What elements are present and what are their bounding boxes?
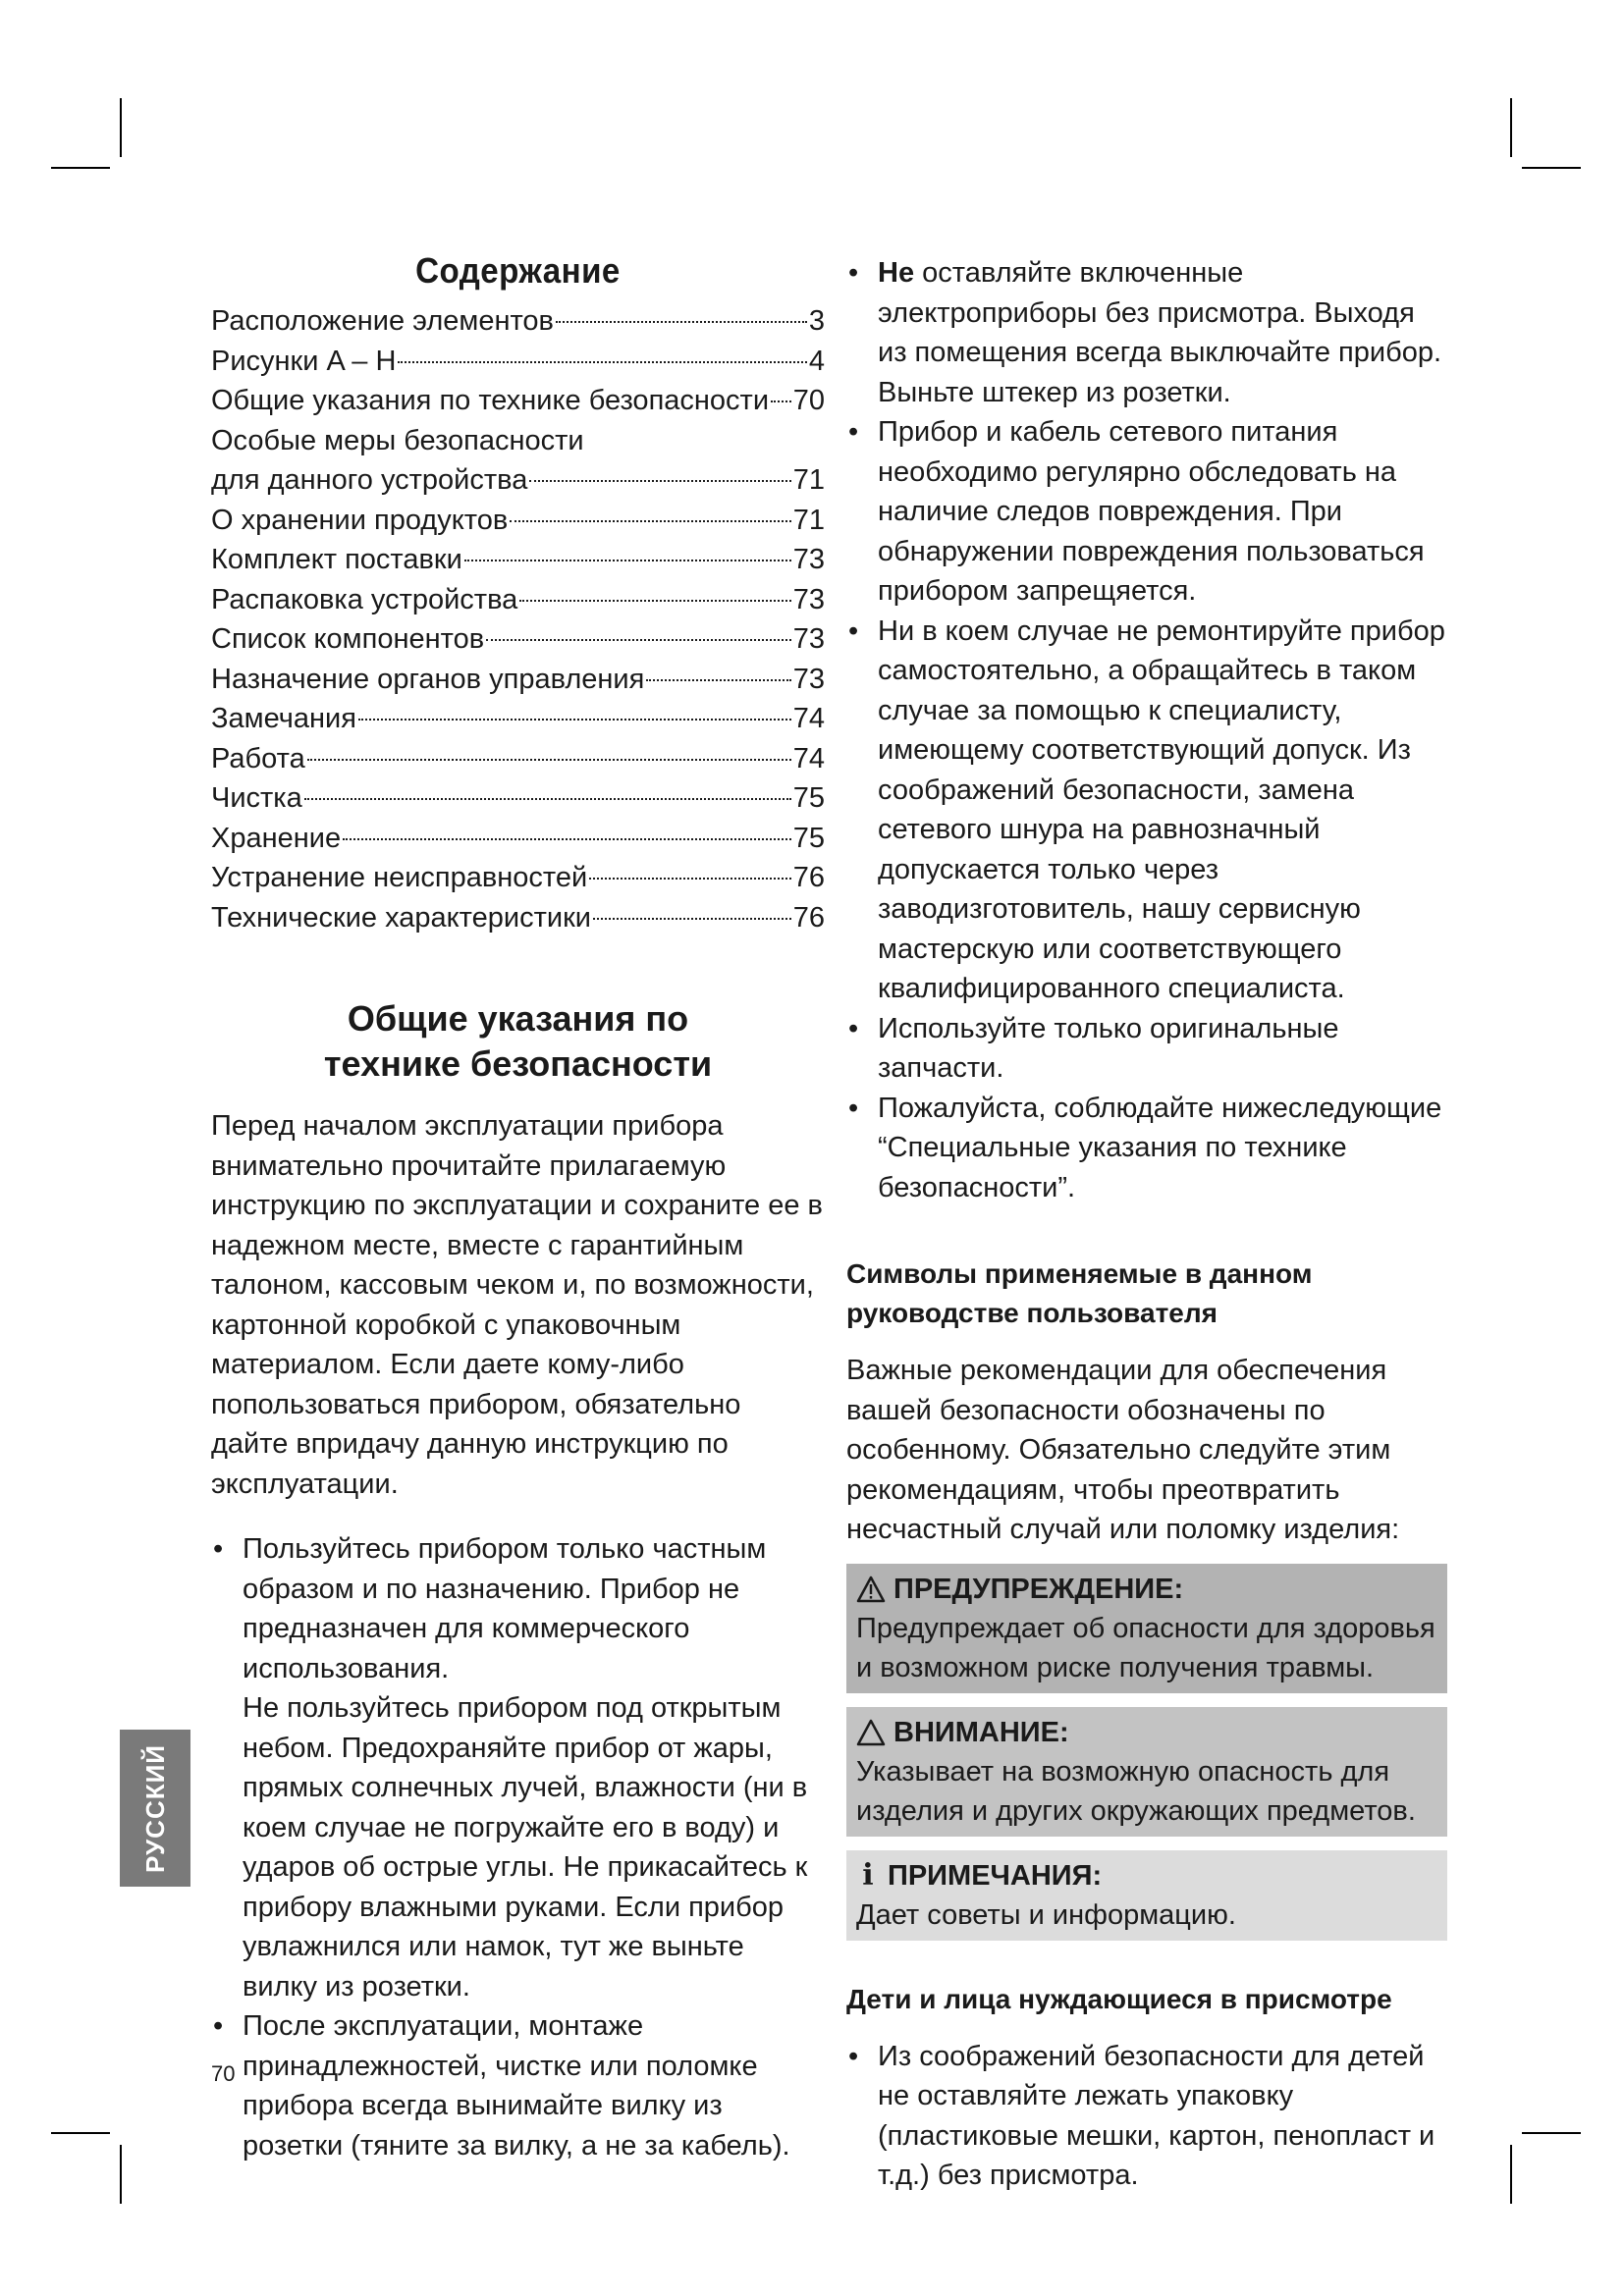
toc-entry-page: 71 xyxy=(792,464,825,496)
bullet-special-instructions: • Пожалуйста, соблюдайте нижеследующие “Специальные указания по технике безопасности”. xyxy=(846,1089,1447,1208)
toc-entry xyxy=(211,381,825,421)
bullet-private-use-a: • Пользуйтесь прибором только частным образом и по назначению. Прибор не предназначен для коммерческого использования. xyxy=(243,1533,767,1684)
toc-row xyxy=(211,580,825,620)
toc-entry xyxy=(211,898,825,938)
toc-entry xyxy=(211,501,825,541)
toc-entry-page: 74 xyxy=(792,703,825,734)
toc-entry-page: 75 xyxy=(792,782,825,814)
toc-row xyxy=(211,381,825,421)
crop-mark-tl-v xyxy=(120,98,122,157)
safety-title-line1: Общие указания по xyxy=(347,998,689,1039)
toc-leader-dots xyxy=(464,560,791,561)
caution-triangle-icon xyxy=(856,1719,886,1746)
warning-title: ПРЕДУПРЕЖДЕНИЕ: xyxy=(893,1573,1184,1605)
toc-row xyxy=(211,739,825,779)
toc-entry-text: Устранение неисправностей xyxy=(211,862,588,893)
toc-entry-page: 76 xyxy=(792,862,825,893)
toc-leader-dots xyxy=(519,600,790,602)
toc-row xyxy=(211,421,825,461)
toc-entry-text: Особые меры безопасности xyxy=(211,424,584,456)
crop-mark-bl-h xyxy=(51,2132,110,2134)
warning-head xyxy=(856,1570,1443,1609)
children-bullets xyxy=(846,2037,1447,2196)
crop-mark-tr-v xyxy=(1510,98,1512,157)
toc-entry-page: 73 xyxy=(792,583,825,615)
symbols-intro: Важные рекомендации для обеспечения вашей безопасности обозначены по особенному. Обязательно следуйте этим рекомендациям, чтобы преотвратить несчастный случай или поломку изделия: xyxy=(846,1355,1400,1545)
note-text: Дает советы и информацию. xyxy=(856,1898,1236,1931)
toc-leader-dots xyxy=(646,679,790,681)
toc-entry xyxy=(211,858,825,898)
toc-entry-text: Распаковка устройства xyxy=(211,583,518,615)
note-box xyxy=(846,1850,1447,1941)
toc-entry-page: 73 xyxy=(792,544,825,575)
toc-entry-page: 73 xyxy=(792,663,825,695)
toc-leader-dots xyxy=(343,838,791,840)
toc-entry xyxy=(211,619,825,660)
note-head xyxy=(856,1856,1443,1896)
toc-row xyxy=(211,460,825,501)
bullet-unplug: • После эксплуатации, монтаже принадлежностей, чистке или поломке прибора всегда вынимайте вилку из розетки (тяните за вилку, а не за кабель). xyxy=(211,2006,825,2165)
toc-leader-dots xyxy=(358,719,791,721)
toc-entry-text: Рисунки A – H xyxy=(211,345,397,377)
toc-entry-text: Работа xyxy=(211,742,305,774)
caution-title: ВНИМАНИЕ: xyxy=(893,1716,1069,1748)
toc-entry xyxy=(211,421,825,461)
toc-entry-text: Список компонентов xyxy=(211,623,485,655)
note-title: ПРИМЕЧАНИЯ: xyxy=(888,1859,1103,1892)
right-column xyxy=(846,253,1447,2196)
page-number: 70 xyxy=(211,2061,236,2086)
toc-entry-page: 74 xyxy=(792,742,825,774)
toc-row xyxy=(211,778,825,819)
toc-leader-dots xyxy=(589,878,791,880)
bullet-private-use-b: Не пользуйтесь прибором под открытым небом. Предохраняйте прибор от жары, прямых солнечных лучей, влажности (ни в коем случае не погружайте его в воду) и ударов об острые углы. Не прикасайтесь к прибору влажными руками. Если прибор увлажнился или намок, тут же выньте вилку из розетки. xyxy=(243,1692,808,2002)
toc-entry xyxy=(211,580,825,620)
toc-entry-page: 73 xyxy=(792,623,825,655)
crop-mark-br-v xyxy=(1510,2145,1512,2204)
bullet-packaging: • Из соображений безопасности для детей не оставляйте лежать упаковку (пластиковые мешки, картон, пенопласт и т.д.) без присмотра. xyxy=(846,2037,1447,2196)
safety-intro: Перед началом эксплуатации прибора внимательно прочитайте прилагаемую инструкцию по эксплуатации и сохраните ее в надежном месте, вместе с гарантийным талоном, кассовым чеком и, по возможности, картонной коробкой с упаковочным материалом. Если даете кому-либо попользоваться прибором, обязательно дайте впридачу данную инструкцию по эксплуатации. xyxy=(211,1110,823,1500)
toc-leader-dots xyxy=(398,361,806,363)
toc-entry-text: Замечания xyxy=(211,703,356,734)
warning-text: Предупреждает об опасности для здоровья и возможном риске получения травмы. xyxy=(856,1612,1435,1683)
warning-triangle-icon xyxy=(856,1575,886,1603)
toc-row xyxy=(211,619,825,660)
caution-head xyxy=(856,1713,1443,1752)
toc-leader-dots xyxy=(307,759,791,761)
bullet-no-unattended-text: оставляйте включенные электроприборы без присмотра. Выходя из помещения всегда выключайте прибор. Выньте штекер из розетки. xyxy=(878,257,1442,408)
toc-entry-text: для данного устройства xyxy=(211,464,528,496)
toc-entry-text: Чистка xyxy=(211,782,302,814)
bullet-original-parts: • Используйте только оригинальные запчасти. xyxy=(846,1009,1447,1089)
caution-text: Указывает на возможную опасность для изделия и других окружающих предметов. xyxy=(856,1755,1416,1827)
toc-row xyxy=(211,301,825,342)
toc-list xyxy=(211,301,825,937)
crop-mark-tr-h xyxy=(1522,167,1581,169)
toc-row xyxy=(211,342,825,382)
toc-leader-dots xyxy=(771,400,791,402)
bullet-private-use xyxy=(211,1529,825,2006)
toc-entry-page: 4 xyxy=(808,345,825,377)
toc-leader-dots xyxy=(529,480,790,482)
left-column xyxy=(211,250,825,2165)
safety-bullets-right xyxy=(846,253,1447,1207)
toc-entry-text: Назначение органов управления xyxy=(211,663,645,695)
bullet-inspect-cable: • Прибор и кабель сетевого питания необходимо регулярно обследовать на наличие следов повреждения. При обнаружении повреждения пользоваться прибором запрещяется. xyxy=(846,412,1447,612)
toc-entry xyxy=(211,342,825,382)
crop-mark-tl-h xyxy=(51,167,110,169)
bullet-no-unattended-bold: Не xyxy=(878,257,915,289)
toc-row xyxy=(211,858,825,898)
toc-row xyxy=(211,699,825,739)
crop-mark-bl-v xyxy=(120,2145,122,2204)
toc-entry xyxy=(211,739,825,779)
toc-row xyxy=(211,819,825,859)
warning-box xyxy=(846,1564,1447,1693)
toc-leader-dots xyxy=(486,639,791,641)
safety-bullets-left xyxy=(211,1529,825,2165)
toc-row xyxy=(211,501,825,541)
toc-leader-dots xyxy=(593,918,791,920)
children-heading: Дети и лица нуждающиеся в присмотре xyxy=(846,1983,1392,2014)
toc-row xyxy=(211,660,825,700)
toc-leader-dots xyxy=(556,321,807,323)
crop-mark-br-h xyxy=(1522,2132,1581,2134)
toc-entry xyxy=(211,540,825,580)
toc-entry-page: 75 xyxy=(792,822,825,854)
toc-leader-dots xyxy=(510,520,791,522)
toc-entry-page: 3 xyxy=(808,305,825,337)
safety-title-line2: технике безопасности xyxy=(323,1043,713,1084)
language-side-tab-label: РУССКИЙ xyxy=(139,1743,170,1873)
toc-entry-text: Комплект поставки xyxy=(211,544,462,575)
toc-entry-page: 76 xyxy=(792,901,825,934)
symbols-heading: Символы применяемые в данном руководстве пользователя xyxy=(846,1258,1313,1328)
bullet-no-repair: • Ни в коем случае не ремонтируйте прибор самостоятельно, а обращайтесь в таком случае за помощью к специалисту, имеющему соответствующий допуск. Из соображений безопасности, замена сетевого шнура на равнозначный допускается только через заводизготовитель, нашу сервисную мастерскую или соответствующего квалифицированного специалиста. xyxy=(846,612,1447,1009)
toc-row xyxy=(211,540,825,580)
toc-entry-page: 71 xyxy=(792,504,825,536)
safety-title xyxy=(211,996,825,1087)
language-side-tab xyxy=(120,1730,190,1887)
toc-entry-text: Технические характеристики xyxy=(211,901,591,934)
toc-entry xyxy=(211,819,825,859)
caution-box xyxy=(846,1707,1447,1837)
toc-title: Содержание xyxy=(415,250,621,291)
toc-entry xyxy=(211,660,825,700)
toc-entry xyxy=(211,699,825,739)
toc-entry-text: Общие указания по технике безопасности xyxy=(211,385,770,416)
toc-row xyxy=(211,898,825,938)
bullet-no-unattended xyxy=(846,253,1447,412)
toc-entry-text: Расположение элементов xyxy=(211,305,554,337)
toc-entry-text: Хранение xyxy=(211,822,342,854)
toc-entry-page: 70 xyxy=(792,385,825,416)
toc-entry xyxy=(211,460,825,501)
toc-leader-dots xyxy=(304,798,791,800)
toc-entry xyxy=(211,778,825,819)
toc-entry-text: О хранении продуктов xyxy=(211,504,509,536)
info-icon: i xyxy=(862,1857,874,1893)
toc-entry xyxy=(211,301,825,342)
